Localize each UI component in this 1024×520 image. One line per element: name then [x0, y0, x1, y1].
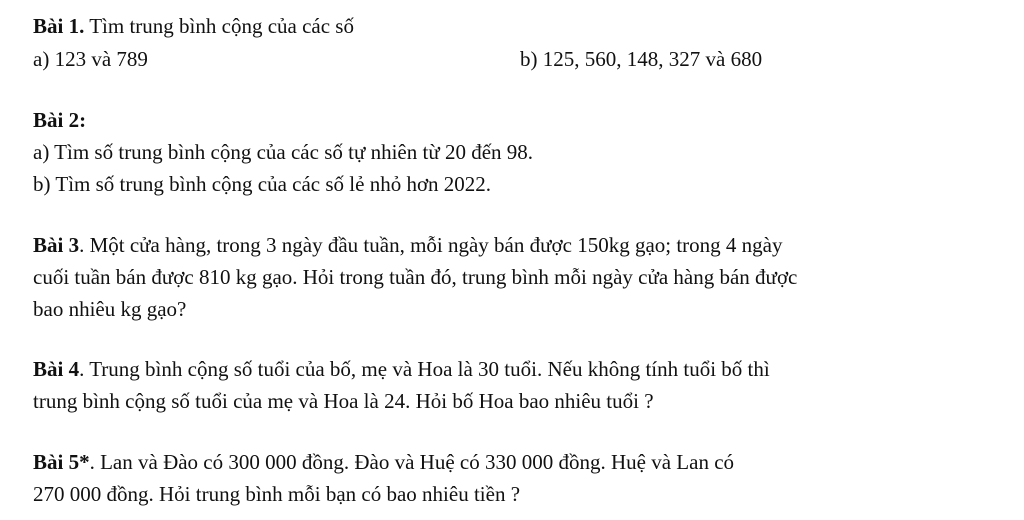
exercise-5-line-1: [33, 450, 734, 474]
exercise-3-line-2: cuối tuần bán được 810 kg gạo. Hỏi trong tuần đó, trung bình mỗi ngày cửa hàng bán được: [33, 265, 798, 289]
exercise-2-part-b: b) Tìm số trung bình cộng của các số lẻ nhỏ hơn 2022.: [33, 172, 492, 196]
exercise-1-title: [33, 14, 354, 38]
exercise-5-label: Bài 5*: [33, 450, 90, 474]
exercise-3-text-1: . Một cửa hàng, trong 3 ngày đầu tuần, mỗi ngày bán được 150kg gạo; trong 4 ngày: [79, 233, 783, 257]
exercise-3-line-3: bao nhiêu kg gạo?: [33, 297, 187, 321]
exercise-4-text-1: . Trung bình cộng số tuổi của bố, mẹ và Hoa là 30 tuổi. Nếu không tính tuổi bố thì: [79, 357, 770, 381]
exercise-4-label: Bài 4: [33, 357, 80, 381]
exercise-2-part-a: a) Tìm số trung bình cộng của các số tự nhiên từ 20 đến 98.: [33, 140, 534, 164]
exercise-4-line-2: trung bình cộng số tuổi của mẹ và Hoa là 24. Hỏi bố Hoa bao nhiêu tuổi ?: [33, 389, 654, 413]
exercise-4-line-1: [33, 357, 770, 381]
exercise-5-line-2: 270 000 đồng. Hỏi trung bình mỗi bạn có bao nhiêu tiền ?: [33, 482, 521, 506]
exercise-1-text: Tìm trung bình cộng của các số: [84, 14, 354, 38]
exercise-3-label: Bài 3: [33, 233, 80, 257]
exercise-1-part-b: b) 125, 560, 148, 327 và 680: [520, 47, 763, 71]
exercise-1-label: Bài 1.: [33, 14, 85, 38]
exercise-1-part-a: a) 123 và 789: [33, 47, 148, 71]
exercise-3-line-1: [33, 233, 783, 257]
exercise-5-text-1: . Lan và Đào có 300 000 đồng. Đào và Huệ có 330 000 đồng. Huệ và Lan có: [89, 450, 735, 474]
exercise-2-label: Bài 2:: [33, 108, 87, 132]
